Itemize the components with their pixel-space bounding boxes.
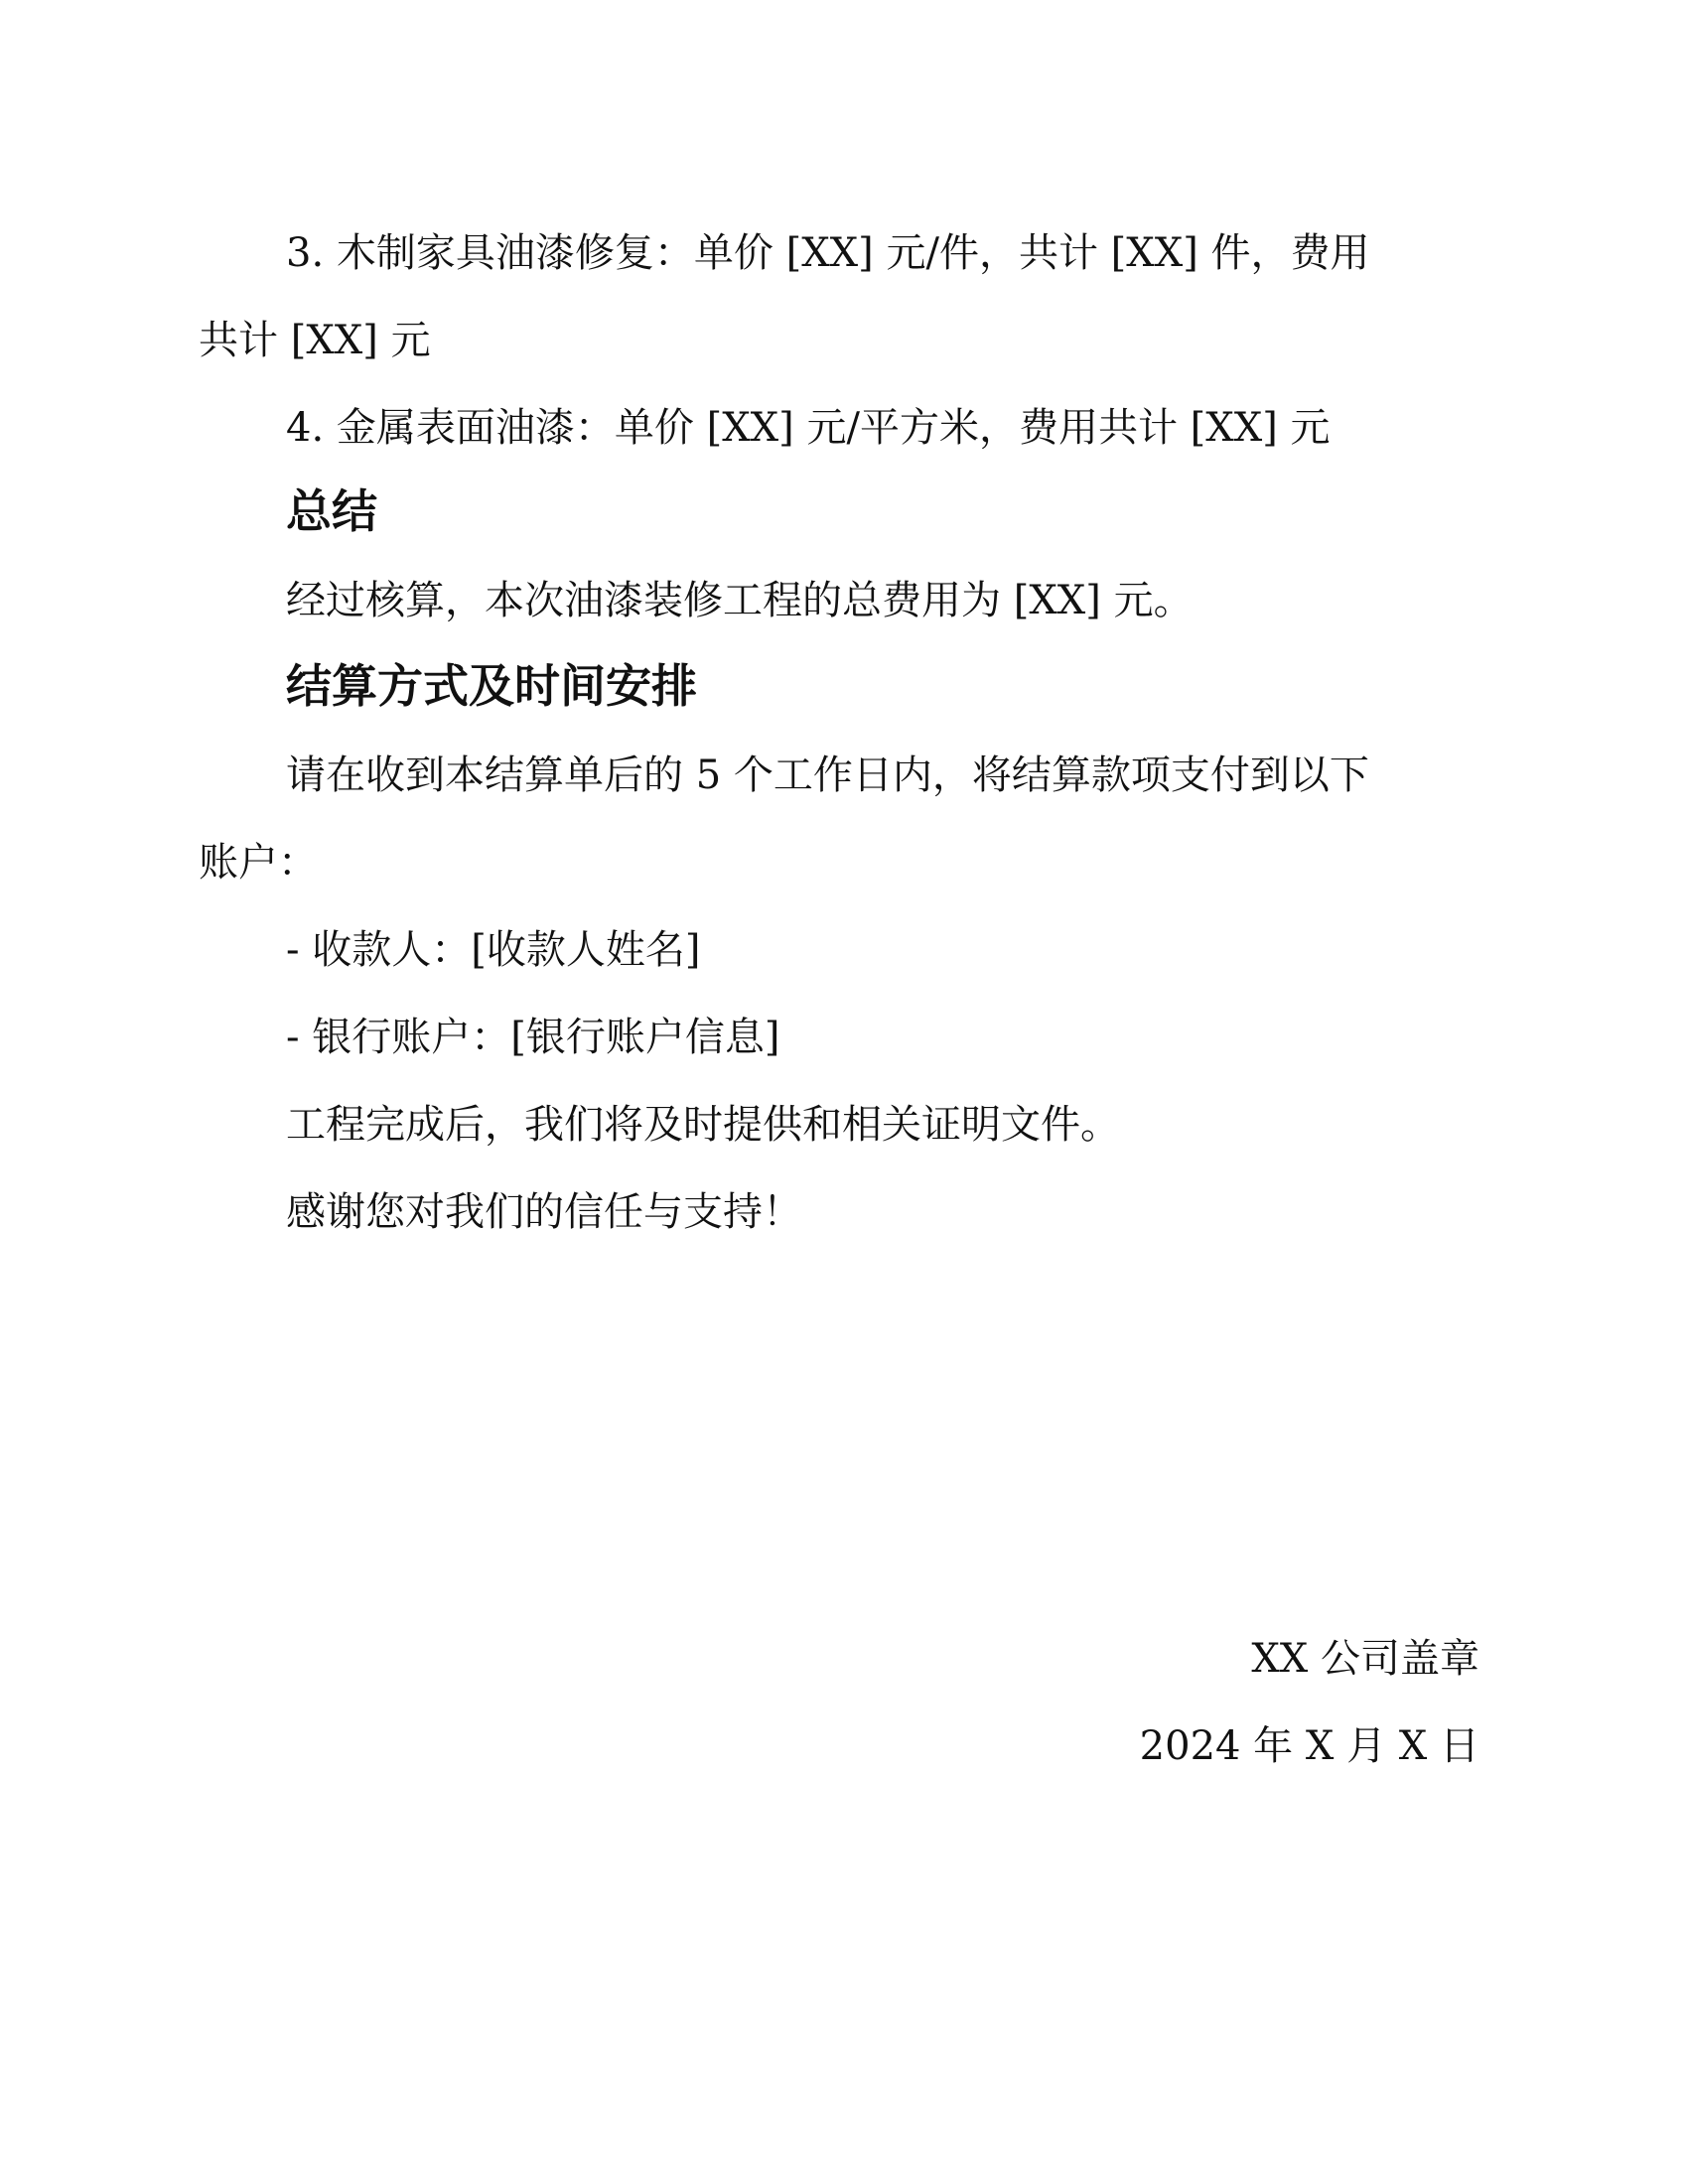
bank-account-line: - 银行账户：[银行账户信息]: [286, 1015, 780, 1060]
summary-heading: 总结: [286, 484, 377, 538]
settlement-text-line-2: 账户：: [199, 840, 318, 886]
payee-line: - 收款人：[收款人姓名]: [286, 927, 701, 973]
item-4: 4. 金属表面油漆：单价 [XX] 元/平方米，费用共计 [XX] 元: [286, 405, 1331, 451]
thanks-line: 感谢您对我们的信任与支持！: [286, 1189, 802, 1235]
settlement-text-line-1: 请在收到本结算单后的 5 个工作日内，将结算款项支付到以下: [286, 752, 1369, 798]
signature-date: 2024 年 X 月 X 日: [1139, 1723, 1479, 1769]
document-page: [199, 0, 1479, 2184]
settlement-heading: 结算方式及时间安排: [286, 659, 697, 713]
item-3-line-2: 共计 [XX] 元: [199, 318, 431, 363]
item-3-line-1: 3. 木制家具油漆修复：单价 [XX] 元/件，共计 [XX] 件，费用: [286, 230, 1370, 276]
completion-note: 工程完成后，我们将及时提供和相关证明文件。: [286, 1102, 1120, 1148]
company-seal: XX 公司盖章: [1251, 1636, 1479, 1682]
summary-text: 经过核算，本次油漆装修工程的总费用为 [XX] 元。: [286, 578, 1194, 623]
